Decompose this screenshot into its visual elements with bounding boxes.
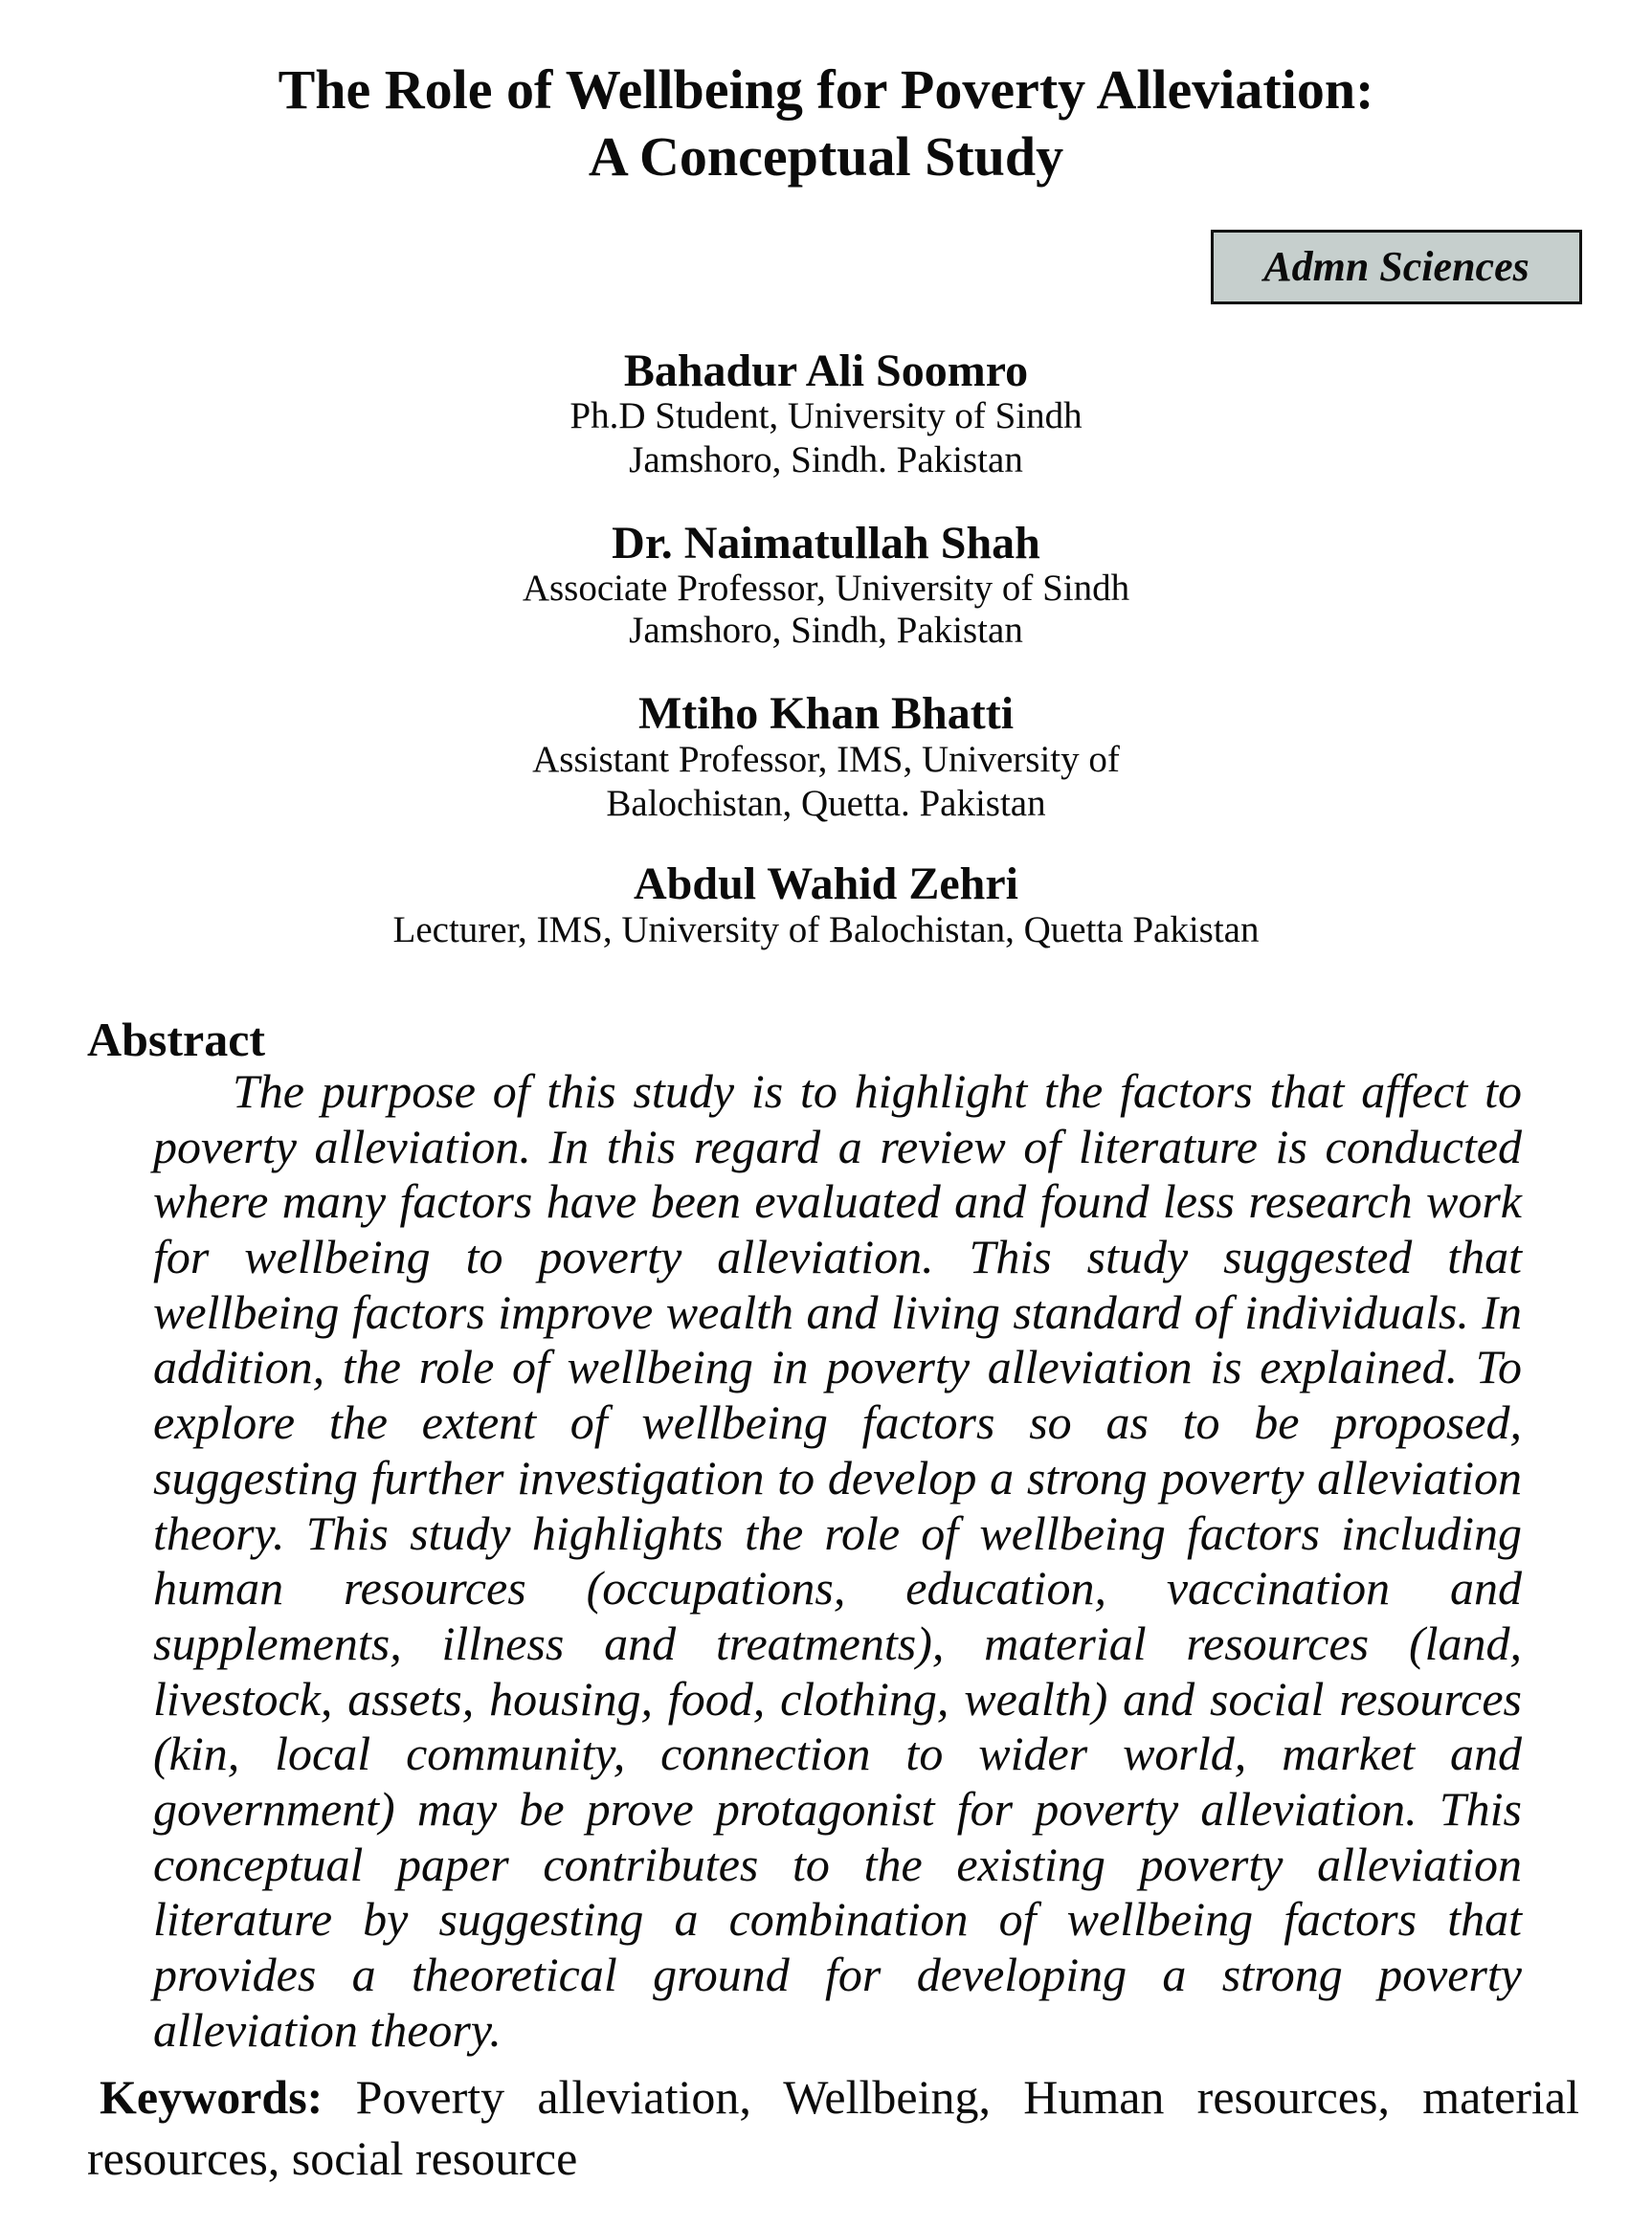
- author-affiliation: Jamshoro, Sindh, Pakistan: [629, 610, 1023, 651]
- keywords-paragraph: [87, 2066, 1579, 2189]
- author-affiliation: Associate Professor, University of Sindh: [522, 568, 1130, 609]
- abstract-line: for wellbeing to poverty alleviation. This study suggested that: [153, 1230, 1522, 1284]
- title-line-2: A Conceptual Study: [588, 125, 1064, 188]
- abstract-line: human resources (occupations, education, vaccination and: [153, 1561, 1522, 1616]
- title-line-1: The Role of Wellbeing for Poverty Alleviation:: [278, 58, 1374, 121]
- author-name: Bahadur Ali Soomro: [623, 345, 1029, 396]
- abstract-line: wellbeing factors improve wealth and living standard of individuals. In: [153, 1284, 1522, 1339]
- keywords-text: Poverty alleviation, Wellbeing, Human resources, material: [355, 2070, 1580, 2124]
- abstract-line: supplements, illness and treatments), material resources (land,: [153, 1616, 1522, 1670]
- abstract-line: provides a theoretical ground for developing a strong poverty: [153, 1948, 1522, 2001]
- abstract-heading: Abstract: [87, 1013, 266, 1066]
- abstract-line: addition, the role of wellbeing in poverty alleviation is explained. To: [153, 1340, 1522, 1394]
- author-name: Abdul Wahid Zehri: [634, 858, 1018, 909]
- section-badge: Admn Sciences: [1211, 230, 1582, 304]
- author-affiliation: Assistant Professor, IMS, University of: [532, 739, 1120, 780]
- abstract-line: where many factors have been evaluated and found less research work: [153, 1174, 1522, 1229]
- keywords-label: Keywords:: [100, 2070, 324, 2124]
- keywords-line-2: resources, social resource: [87, 2131, 578, 2185]
- author-affiliation: Lecturer, IMS, University of Balochistan, Quetta Pakistan: [392, 909, 1260, 950]
- author-affiliation: Balochistan, Quetta. Pakistan: [606, 783, 1046, 824]
- author-affiliation: Jamshoro, Sindh. Pakistan: [629, 439, 1023, 480]
- abstract-line: alleviation theory.: [153, 2002, 502, 2057]
- author-affiliation: Ph.D Student, University of Sindh: [569, 395, 1083, 436]
- abstract-line: explore the extent of wellbeing factors so as to be proposed,: [153, 1395, 1522, 1450]
- abstract-line: The purpose of this study is to highlight the factors that affect to: [233, 1064, 1522, 1118]
- abstract-line: government) may be prove protagonist for poverty alleviation. This: [153, 1781, 1522, 1836]
- author-name: Dr. Naimatullah Shah: [612, 518, 1040, 568]
- abstract-line: poverty alleviation. In this regard a review of literature is conducted: [153, 1119, 1522, 1173]
- abstract-line: (kin, local community, connection to wider world, market and: [153, 1727, 1522, 1781]
- abstract-line: livestock, assets, housing, food, clothing, wealth) and social resources: [153, 1671, 1522, 1726]
- abstract-line: literature by suggesting a combination of wellbeing factors that: [153, 1892, 1522, 1947]
- abstract-line: conceptual paper contributes to the existing poverty alleviation: [153, 1837, 1522, 1891]
- abstract-body: [153, 1064, 1522, 2058]
- author-name: Mtiho Khan Bhatti: [637, 688, 1015, 739]
- abstract-line: suggesting further investigation to develop a strong poverty alleviation: [153, 1450, 1522, 1505]
- abstract-line: theory. This study highlights the role of wellbeing factors including: [153, 1505, 1522, 1560]
- keywords-line-1: [87, 2066, 1579, 2128]
